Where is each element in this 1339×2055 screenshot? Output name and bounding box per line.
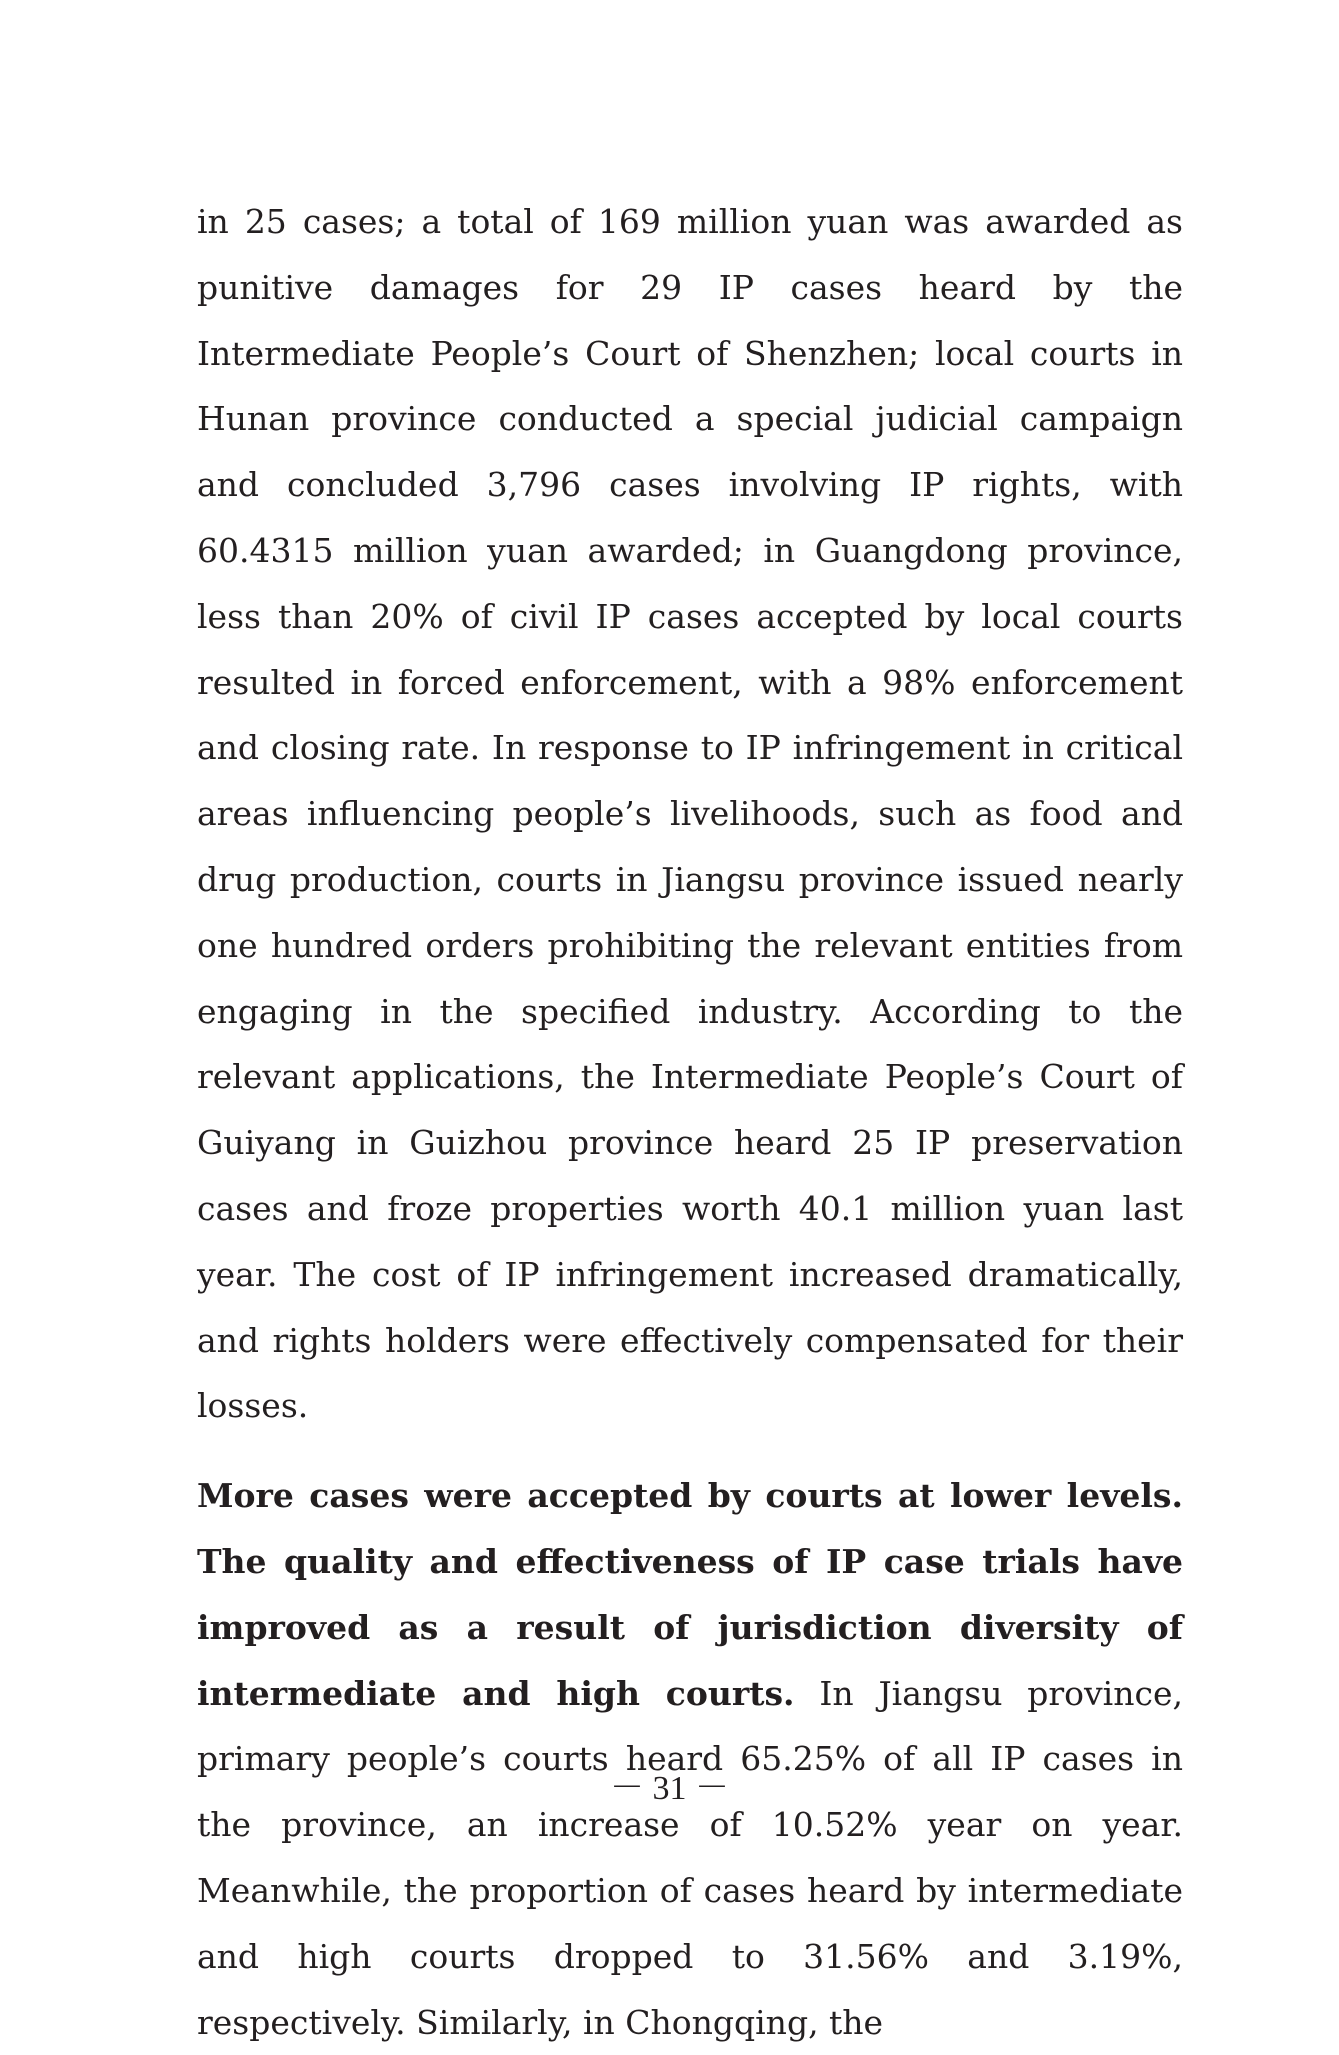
page-number: － 31 －: [610, 1770, 729, 1807]
paragraph-1-text: in 25 cases; a total of 169 million yuan was awarded as punitive damages for 29 IP cases heard by the Intermediate People’s Court of Shenzhen; local courts in Hunan province conducted a special judicial campaign and concluded 3,796 cases involving IP rights, with 60.4315 million yuan awarded; in Guangdong province, less than 20% of civil IP cases accepted by local courts resulted in forced enforcement, with a 98% enforcement and closing rate. In response to IP infringement in critical areas influencing people’s livelihoods, such as food and drug production, courts in Jiangsu province issued nearly one hundred orders prohibiting the relevant entities from engaging in the specified industry. According to the relevant applications, the Intermediate People’s Court of Guiyang in Guizhou province heard 25 IP preservation cases and froze properties worth 40.1 million yuan last year. The cost of IP infringement increased dramatically, and rights holders were effectively compensated for their losses.: [197, 202, 1183, 1426]
paragraph-2-lead: More cases were accepted by courts at lower levels. The quality and effectiveness of IP case trials have improved as a result of jurisdiction diversity of intermediate and high courts.: [197, 1476, 1183, 1713]
paragraph-2-text: In Jiangsu province, primary people’s courts heard 65.25% of all IP cases in the province, an increase of 10.52% year on year. Meanwhile, the proportion of cases heard by intermediate and high courts dropped to 31.56% and 3.19%, respectively. Similarly, in Chongqing, the: [197, 1673, 1183, 2042]
paragraph-1: [197, 189, 1183, 1439]
